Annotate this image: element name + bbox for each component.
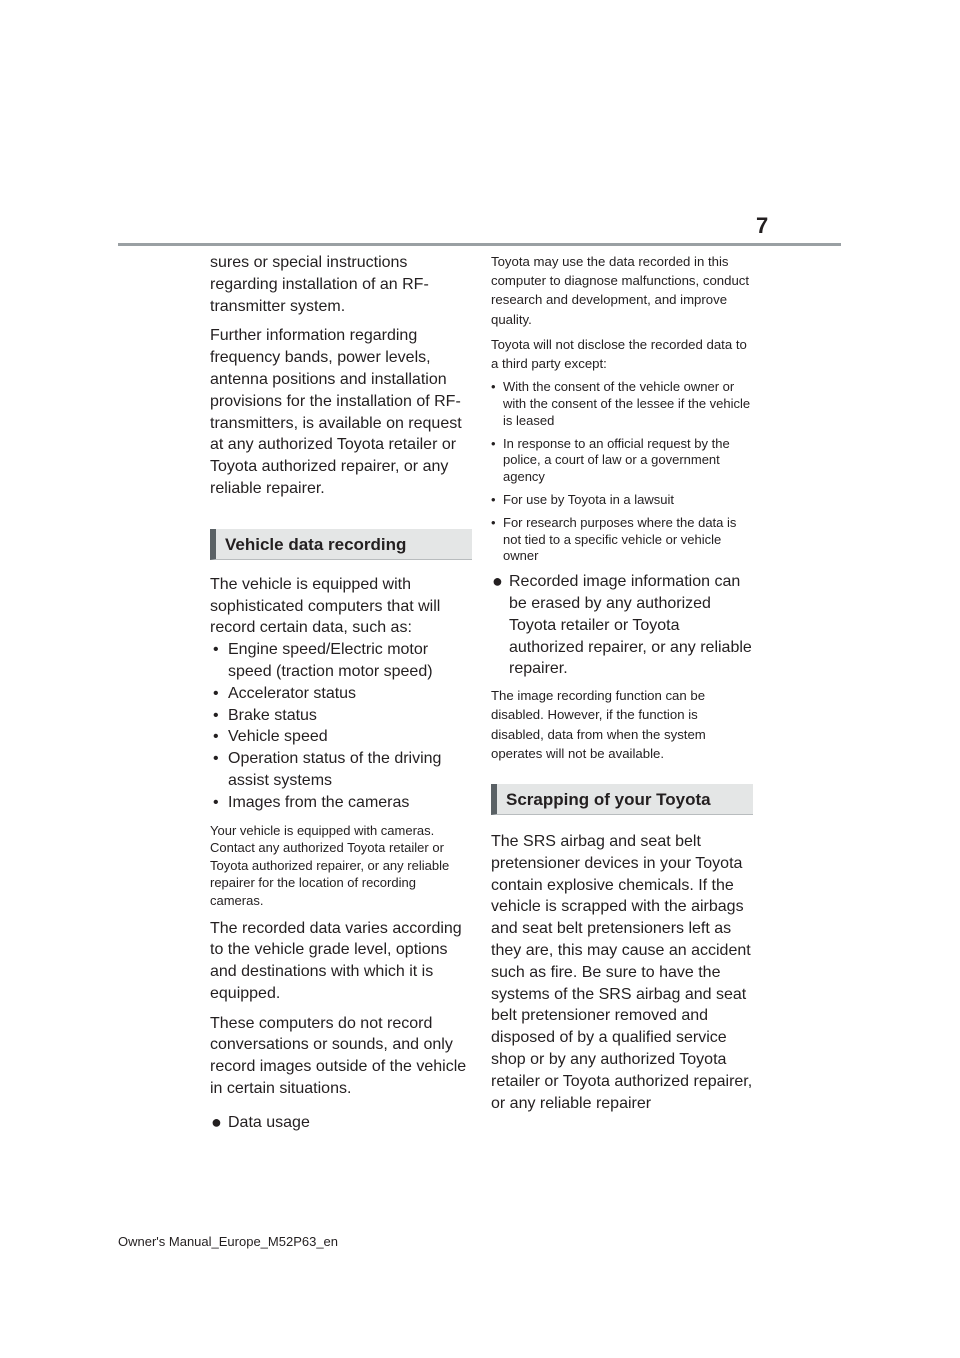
usage-paragraph: Toyota may use the data recorded in this computer to diagnose malfunctions, conduct research and development, and improve quality. <box>491 254 750 327</box>
list-item: • For use by Toyota in a lawsuit <box>491 492 753 509</box>
data-usage-title: Data usage <box>228 1113 310 1131</box>
list-item: • Vehicle speed <box>210 726 472 748</box>
header-rule <box>118 243 841 246</box>
list-item: • Operation status of the driving assist systems <box>210 748 472 792</box>
list-item: • Engine speed/Electric motor speed (traction motor speed) <box>210 639 472 683</box>
list-item: • For research purposes where the data is not tied to a specific vehicle or vehicle owner <box>491 515 753 565</box>
right-column <box>491 252 753 1114</box>
disclosure-intro: Toyota will not disclose the recorded data to a third party except: <box>491 336 747 372</box>
intro-paragraph-1: sures or special instructions regarding installation of an RF-transmitter system. <box>210 254 429 315</box>
data-varies-paragraph: The recorded data varies according to the vehicle grade level, options and destinations with which it is equipped. <box>210 919 462 1002</box>
footer-manual-id: Owner's Manual_Europe_M52P63_en <box>118 1234 339 1249</box>
disclosure-exceptions-list <box>491 379 753 565</box>
list-item: • Images from the cameras <box>210 792 472 814</box>
erase-item <box>491 571 753 680</box>
list-item: • Accelerator status <box>210 683 472 705</box>
no-conversations-paragraph: These computers do not record conversations or sounds, and only record images outside of the vehicle in certain situations. <box>210 1014 467 1098</box>
data-usage-item <box>210 1112 472 1134</box>
bullet-dot-icon: ● <box>492 571 503 592</box>
erase-title: Recorded image information can be erased by any authorized Toyota retailer or Toyota authorized repairer, or any reliable repairer. <box>509 573 752 678</box>
recording-intro: The vehicle is equipped with sophisticated computers that will record certain data, such as: <box>210 575 441 637</box>
list-item: • In response to an official request by the police, a court of law or a government agency <box>491 436 753 486</box>
camera-note: Your vehicle is equipped with cameras. Contact any authorized Toyota retailer or Toyota authorized repairer, or any reliable repairer for the location of recording cameras. <box>210 822 450 908</box>
left-column <box>210 252 472 1134</box>
scrapping-paragraph: The SRS airbag and seat belt pretensioner devices in your Toyota contain explosive chemicals. If the vehicle is scrapped with the airbags and seat belt pretensioners left as they are, this may cause an accident such as fire. Be sure to have the systems of the SRS airbag and seat belt pretensioner removed and disposed of by a qualified service shop or by any authorized Toyota retailer or Toyota authorized repairer, or any reliable repairer <box>491 832 753 1112</box>
list-item: • With the consent of the vehicle owner or with the consent of the lessee if the vehicle is leased <box>491 379 753 429</box>
section-heading-scrapping: Scrapping of your Toyota <box>491 784 753 815</box>
list-item: • Brake status <box>210 705 472 727</box>
page-number: 7 <box>756 213 769 238</box>
bullet-dot-icon: ● <box>211 1111 222 1132</box>
intro-paragraph-2: Further information regarding frequency bands, power levels, antenna positions and installation provisions for the installation of RF-transmitters, is available on request at any authorized Toyota retailer or Toyota authorized repairer, or any reliable repairer. <box>210 327 462 497</box>
recorded-items-list <box>210 639 472 813</box>
section-heading-vehicle-data-recording: Vehicle data recording <box>210 529 472 560</box>
erase-note: The image recording function can be disabled. However, if the function is disabled, data from when the system operates will not be available. <box>491 688 706 761</box>
